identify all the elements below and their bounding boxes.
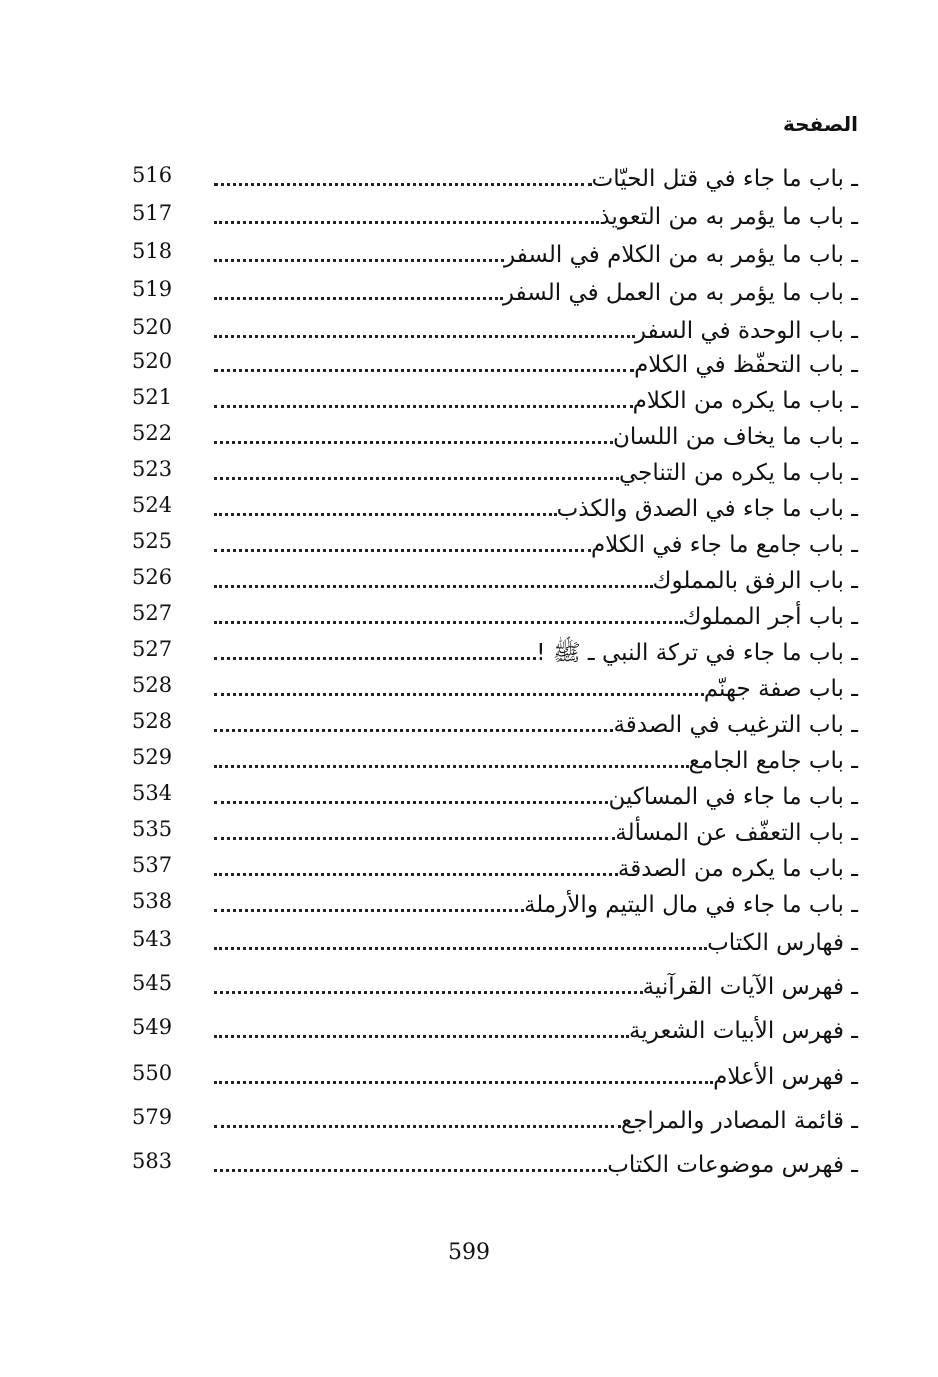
- toc-line: [200, 1016, 858, 1046]
- dot-leader: [214, 872, 618, 876]
- page-column-header: [0, 112, 858, 136]
- toc-entry-title: ـ باب ما يكره من الكلام: [632, 388, 858, 414]
- dot-leader: [214, 440, 613, 444]
- page-column-label: الصفحة: [782, 112, 858, 136]
- toc-entry: [0, 198, 938, 234]
- toc-page-number: 526: [132, 565, 173, 589]
- toc-line: [200, 602, 858, 632]
- toc-page-number: 529: [132, 745, 173, 769]
- dot-leader: [214, 800, 608, 804]
- toc-page-number: 519: [132, 277, 173, 301]
- toc-entry: [0, 924, 938, 960]
- toc-line: [200, 422, 858, 452]
- toc-line: [200, 494, 858, 524]
- dot-leader: [214, 946, 707, 950]
- toc-entry: [0, 1058, 938, 1094]
- toc-entry-title: ـ باب ما جاء في قتل الحيّات: [591, 166, 858, 192]
- toc-entry-title: ـ باب ما جاء في تركة النبي ـ ﷺ !: [536, 640, 858, 666]
- dot-leader: [214, 1080, 713, 1084]
- toc-line: [200, 240, 858, 270]
- toc-entry-title: ـ قائمة المصادر والمراجع: [620, 1108, 858, 1134]
- toc-entry-title: ـ باب ما يؤمر به من التعويذ: [599, 204, 858, 230]
- toc-line: [200, 818, 858, 848]
- dot-leader: [214, 764, 689, 768]
- toc-entry-title: ـ باب ما جاء في مال اليتيم والأرملة: [523, 892, 858, 918]
- toc-page-number: 579: [132, 1105, 173, 1129]
- toc-entry: [0, 312, 938, 348]
- page-number: 599: [448, 1240, 490, 1265]
- dot-leader: [214, 620, 683, 624]
- toc-line: [200, 1106, 858, 1136]
- toc-page-number: 520: [132, 315, 173, 339]
- dot-leader: [214, 220, 599, 224]
- toc-page-number: 528: [132, 709, 173, 733]
- toc-page-number: 538: [132, 889, 173, 913]
- dot-leader: [214, 908, 524, 912]
- toc-entry-title: ـ باب الرفق بالمملوك: [652, 568, 858, 594]
- toc-line: [200, 386, 858, 416]
- toc-line: [200, 350, 858, 380]
- dot-leader: [214, 258, 504, 262]
- toc-entry: [0, 1146, 938, 1182]
- toc-entry-title: ـ باب ما جاء في الصدق والكذب: [556, 496, 858, 522]
- toc-line: [200, 638, 858, 668]
- toc-page-number: 525: [132, 529, 173, 553]
- toc-line: [200, 710, 858, 740]
- toc-entry: [0, 598, 938, 634]
- toc-line: [200, 316, 858, 346]
- toc-entry-title: ـ فهارس الكتاب: [707, 930, 858, 956]
- dot-leader: [214, 728, 613, 732]
- toc-entry: [0, 490, 938, 526]
- toc-entry: [0, 1012, 938, 1048]
- toc-entry-title: ـ باب جامع ما جاء في الكلام: [590, 532, 858, 558]
- toc-page-number: 545: [132, 971, 173, 995]
- dot-leader: [214, 836, 615, 840]
- toc-page-number: 520: [132, 349, 173, 373]
- toc-entry-title: ـ باب أجر المملوك: [682, 604, 858, 630]
- dot-leader: [214, 548, 591, 552]
- toc-entry: [0, 346, 938, 382]
- toc-entry: [0, 274, 938, 310]
- toc-page-number: 537: [132, 853, 173, 877]
- toc-page-number: 523: [132, 457, 173, 481]
- dot-leader: [214, 692, 704, 696]
- toc-entry: [0, 886, 938, 922]
- toc-entry-title: ـ باب جامع الجامع: [688, 748, 858, 774]
- toc-line: [200, 1062, 858, 1092]
- toc-entry-title: ـ باب صفة جهنّم: [703, 676, 858, 702]
- toc-page-number: 517: [132, 201, 173, 225]
- toc-page-number: 527: [132, 637, 173, 661]
- toc-entry-title: ـ باب ما يخاف من اللسان: [612, 424, 858, 450]
- toc-entry: [0, 382, 938, 418]
- toc-entry-title: ـ باب ما يكره من التناجي: [618, 460, 858, 486]
- toc-line: [200, 202, 858, 232]
- toc-entry: [0, 526, 938, 562]
- toc-page-number: 583: [132, 1149, 173, 1173]
- toc-page-number: 521: [132, 385, 173, 409]
- toc-entry: [0, 814, 938, 850]
- dot-leader: [214, 476, 619, 480]
- toc-line: [200, 164, 858, 194]
- toc-entry-title: ـ باب الترغيب في الصدقة: [613, 712, 858, 738]
- toc-entry-title: ـ فهرس الآيات القرآنية: [642, 974, 858, 1000]
- toc-entry: [0, 160, 938, 196]
- toc-line: [200, 566, 858, 596]
- toc-entry: [0, 562, 938, 598]
- toc-page-number: 524: [132, 493, 173, 517]
- toc-page-number: 527: [132, 601, 173, 625]
- toc-entry-title: ـ باب ما يؤمر به من العمل في السفر: [502, 280, 858, 306]
- dot-leader: [214, 512, 557, 516]
- toc-entry-title: ـ باب التعفّف عن المسألة: [615, 820, 858, 846]
- toc-page-number: 516: [132, 163, 173, 187]
- toc-line: [200, 972, 858, 1002]
- toc-page-number: 528: [132, 673, 173, 697]
- toc-line: [200, 854, 858, 884]
- toc-line: [200, 746, 858, 776]
- dot-leader: [214, 1168, 607, 1172]
- toc-entry: [0, 454, 938, 490]
- dot-leader: [214, 404, 633, 408]
- toc-entry: [0, 236, 938, 272]
- toc-entry: [0, 968, 938, 1004]
- dot-leader: [214, 990, 643, 994]
- toc-line: [200, 674, 858, 704]
- page-footer: [0, 1240, 938, 1265]
- dot-leader: [214, 182, 592, 186]
- toc-page-number: 534: [132, 781, 173, 805]
- dot-leader: [214, 656, 536, 660]
- toc-line: [200, 278, 858, 308]
- dot-leader: [214, 296, 503, 300]
- toc-entry: [0, 706, 938, 742]
- toc-entry: [0, 1102, 938, 1138]
- dot-leader: [214, 1034, 629, 1038]
- toc-entry-title: ـ فهرس موضوعات الكتاب: [607, 1152, 858, 1178]
- toc-line: [200, 928, 858, 958]
- toc-entry-title: ـ باب ما جاء في المساكين: [608, 784, 858, 810]
- toc-entry: [0, 742, 938, 778]
- toc-page-number: 550: [132, 1061, 173, 1085]
- toc-entry-title: ـ باب ما يؤمر به من الكلام في السفر: [504, 242, 858, 268]
- toc-line: [200, 530, 858, 560]
- dot-leader: [214, 334, 635, 338]
- toc-page-number: 549: [132, 1015, 173, 1039]
- toc-page-number: 522: [132, 421, 173, 445]
- toc-entry-title: ـ باب التحفّظ في الكلام: [634, 352, 858, 378]
- toc-page-number: 543: [132, 927, 173, 951]
- toc-entry-title: ـ فهرس الأبيات الشعرية: [629, 1018, 858, 1044]
- toc-entry-title: ـ باب الوحدة في السفر: [634, 318, 858, 344]
- toc-page-number: 535: [132, 817, 173, 841]
- toc-line: [200, 1150, 858, 1180]
- toc-line: [200, 458, 858, 488]
- dot-leader: [214, 584, 653, 588]
- toc-line: [200, 782, 858, 812]
- toc-line: [200, 890, 858, 920]
- toc-entry: [0, 418, 938, 454]
- dot-leader: [214, 368, 634, 372]
- toc-page-number: 518: [132, 239, 173, 263]
- toc-entry: [0, 850, 938, 886]
- toc-entry: [0, 634, 938, 670]
- toc-entry-title: ـ باب ما يكره من الصدقة: [617, 856, 858, 882]
- toc-entry: [0, 778, 938, 814]
- toc-entry-title: ـ فهرس الأعلام: [713, 1064, 858, 1090]
- toc-entry: [0, 670, 938, 706]
- dot-leader: [214, 1124, 621, 1128]
